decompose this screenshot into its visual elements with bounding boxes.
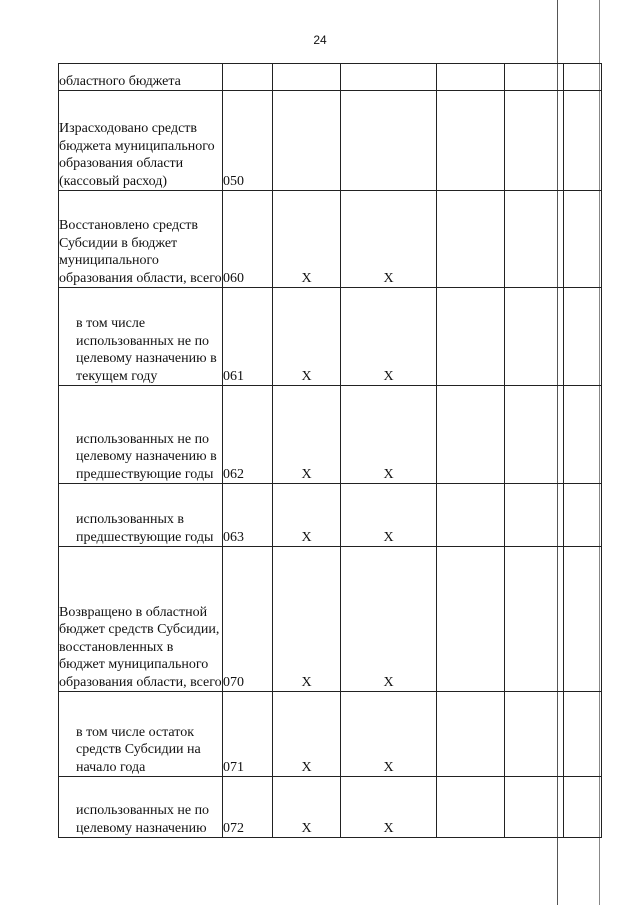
row-cell: X	[341, 777, 437, 838]
row-cell: X	[273, 288, 341, 386]
row-code: 070	[223, 547, 273, 692]
row-cell	[273, 64, 341, 91]
row-cell	[564, 288, 602, 386]
row-cell	[505, 91, 564, 191]
row-cell: X	[341, 386, 437, 484]
row-cell: X	[341, 692, 437, 777]
row-label: областного бюджета	[59, 64, 223, 91]
row-cell: X	[341, 484, 437, 547]
row-cell	[437, 777, 505, 838]
row-cell	[437, 386, 505, 484]
row-cell	[505, 547, 564, 692]
table-row	[59, 91, 602, 191]
row-cell	[564, 692, 602, 777]
table-body	[59, 64, 602, 838]
row-code: 063	[223, 484, 273, 547]
row-code: 060	[223, 191, 273, 288]
row-cell	[564, 484, 602, 547]
row-label: в том числе остаток средств Субсидии на начало года	[59, 692, 223, 777]
row-cell: X	[341, 288, 437, 386]
row-code: 072	[223, 777, 273, 838]
row-cell	[437, 91, 505, 191]
row-cell	[505, 191, 564, 288]
table-row	[59, 484, 602, 547]
row-cell	[437, 484, 505, 547]
row-code: 050	[223, 91, 273, 191]
row-cell	[273, 91, 341, 191]
row-cell	[505, 64, 564, 91]
table-row	[59, 386, 602, 484]
row-cell	[437, 191, 505, 288]
row-cell	[505, 777, 564, 838]
row-label: Восстановлено средств Субсидии в бюджет муниципального образования области, всего	[59, 191, 223, 288]
row-cell	[505, 288, 564, 386]
row-cell	[341, 64, 437, 91]
table-row	[59, 64, 602, 91]
row-cell	[564, 64, 602, 91]
row-cell: X	[341, 547, 437, 692]
row-cell	[564, 777, 602, 838]
row-cell	[437, 64, 505, 91]
row-label: в том числе использованных не по целевому назначению в текущем году	[59, 288, 223, 386]
row-cell	[437, 692, 505, 777]
row-cell	[564, 91, 602, 191]
row-cell: X	[273, 191, 341, 288]
row-cell: X	[273, 386, 341, 484]
row-cell	[564, 191, 602, 288]
row-cell: X	[273, 692, 341, 777]
row-label: Возвращено в областной бюджет средств Субсидии, восстановленных в бюджет муниципального образования области, всего	[59, 547, 223, 692]
row-cell	[505, 484, 564, 547]
row-label: использованных в предшествующие годы	[59, 484, 223, 547]
row-code	[223, 64, 273, 91]
row-cell	[505, 386, 564, 484]
row-cell: X	[273, 484, 341, 547]
row-cell	[437, 288, 505, 386]
row-cell	[341, 91, 437, 191]
row-label: использованных не по целевому назначению в предшествующие годы	[59, 386, 223, 484]
row-code: 061	[223, 288, 273, 386]
table-row	[59, 191, 602, 288]
row-cell: X	[273, 547, 341, 692]
table-row	[59, 547, 602, 692]
table-row	[59, 777, 602, 838]
table-row	[59, 288, 602, 386]
row-label: использованных не по целевому назначению	[59, 777, 223, 838]
row-cell	[505, 692, 564, 777]
row-code: 062	[223, 386, 273, 484]
page-number: 24	[313, 33, 327, 47]
row-code: 071	[223, 692, 273, 777]
table-row	[59, 692, 602, 777]
row-cell: X	[341, 191, 437, 288]
row-cell: X	[273, 777, 341, 838]
row-label: Израсходовано средств бюджета муниципального образования области (кассовый расход)	[59, 91, 223, 191]
row-cell	[564, 547, 602, 692]
row-cell	[564, 386, 602, 484]
row-cell	[437, 547, 505, 692]
report-table	[58, 63, 602, 838]
